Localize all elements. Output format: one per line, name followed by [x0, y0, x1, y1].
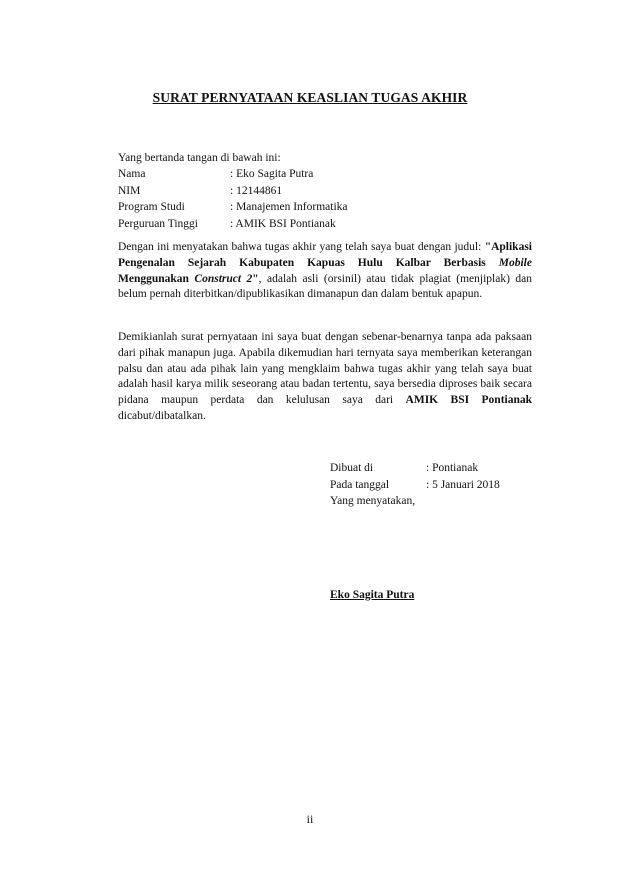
sign-label: Dibuat di [330, 462, 374, 474]
sign-statement: Yang menyatakan, [330, 495, 416, 507]
institution-name: AMIK BSI Pontianak [405, 394, 533, 407]
identity-value: : Eko Sagita Putra [230, 168, 314, 180]
paragraph-text: Demikianlah surat pernyataan ini saya buat dengan sebenar-benarnya tanpa ada paksaan dari pihak manapun juga. Apabila dikemudian hari ternyata saya memberikan keterangan palsu dan atau ada pihak lain yang mengklaim bahwa tugas akhir yang telah saya buat adalah hasil karya milik seseorang atau badan tertentu, saya bersedia diproses baik secara pidana maupun perdata dan kelulusan saya dari [118, 331, 532, 407]
identity-label: Nama [118, 168, 146, 180]
identity-row-program [118, 199, 348, 216]
identity-value: : Manajemen Informatika [230, 201, 348, 213]
sign-value: : Pontianak [426, 462, 479, 474]
identity-value: : 12144861 [230, 184, 283, 197]
intro-text: Yang bertanda tangan di bawah ini: [118, 152, 281, 164]
thesis-title-italic: Construct 2 [194, 272, 253, 285]
identity-label: NIM [118, 184, 141, 197]
identity-value: : AMIK BSI Pontianak [230, 217, 336, 230]
identity-row-name [118, 166, 348, 183]
sign-row-place [330, 460, 500, 477]
identity-label: Program Studi [118, 201, 185, 213]
sign-label: Pada tanggal [330, 478, 390, 491]
thesis-title-italic: Mobile [498, 256, 532, 269]
thesis-title-part: Aplikasi Pengenalan Sejarah Kabupaten Kapuas Hulu Kalbar Berbasis [118, 241, 532, 269]
paragraph-text: Dengan ini menyatakan bahwa tugas akhir yang telah saya buat dengan judul: [118, 241, 485, 253]
quote-mark: " [252, 272, 259, 285]
identity-row-institution [118, 216, 348, 233]
page-number: ii [306, 812, 314, 826]
paragraph-text: , adalah asli (orsinil) atau tidak plagiat (menjiplak) dan belum pernah diterbitkan/dipublikasikan dimanapun dan dalam bentuk apapun. [118, 272, 532, 301]
identity-row-nim [118, 183, 348, 200]
quote-mark: " [484, 241, 492, 253]
document-title: SURAT PERNYATAAN KEASLIAN TUGAS AKHIR [152, 90, 468, 105]
closing-paragraph [118, 330, 532, 425]
signer-name: Eko Sagita Putra [330, 589, 415, 601]
identity-label: Perguruan Tinggi [118, 217, 198, 230]
sign-row-date [330, 477, 500, 494]
paragraph-text: dicabut/dibatalkan. [118, 409, 206, 422]
signature-block [330, 460, 500, 510]
sign-value: : 5 Januari 2018 [426, 478, 500, 491]
statement-paragraph [118, 240, 532, 303]
identity-table [118, 166, 348, 232]
thesis-title-part: Menggunakan [118, 272, 195, 285]
